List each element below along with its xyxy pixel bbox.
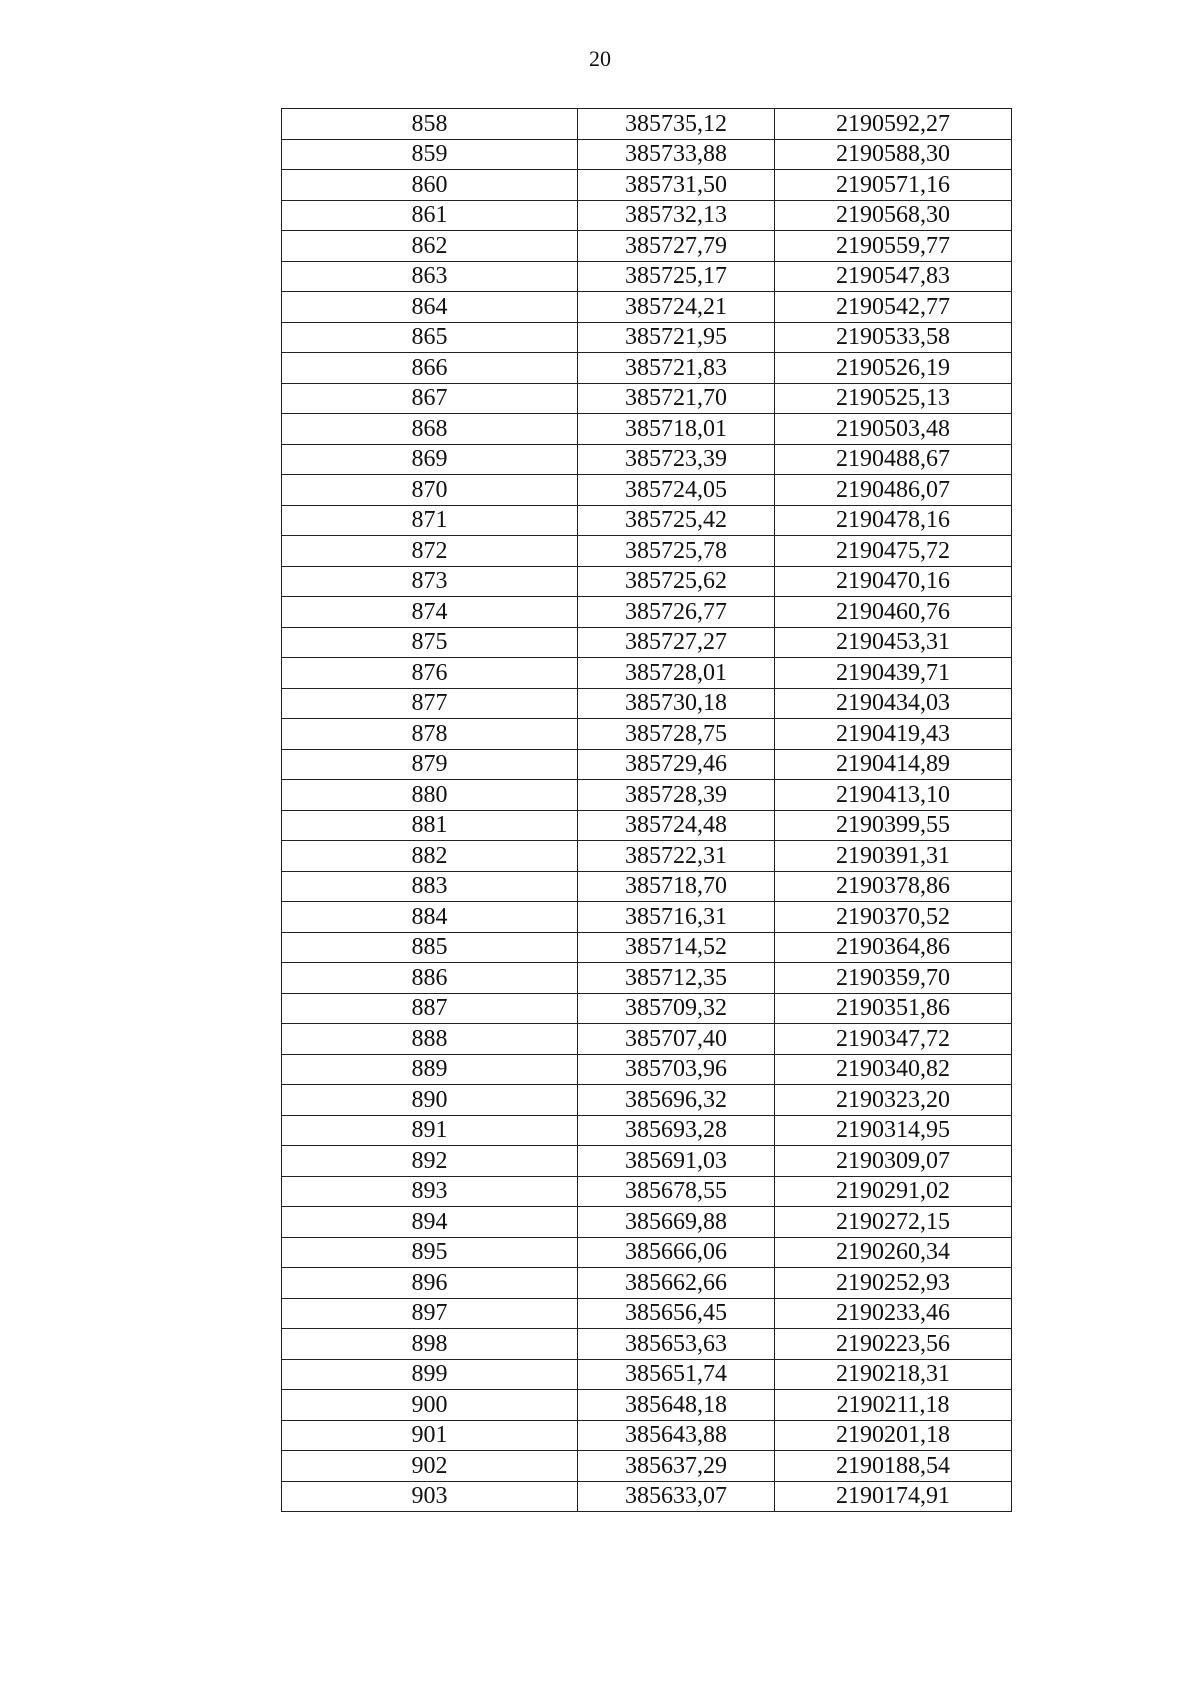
x-coordinate-cell: 385727,79: [578, 231, 775, 262]
table-row: [282, 780, 1012, 811]
point-number-cell: 869: [282, 444, 578, 475]
x-coordinate-cell: 385678,55: [578, 1176, 775, 1207]
point-number-cell: 890: [282, 1085, 578, 1116]
y-coordinate-cell: 2190478,16: [775, 505, 1012, 536]
point-number-cell: 858: [282, 109, 578, 140]
point-number-cell: 893: [282, 1176, 578, 1207]
point-number-cell: 867: [282, 383, 578, 414]
y-coordinate-cell: 2190559,77: [775, 231, 1012, 262]
y-coordinate-cell: 2190233,46: [775, 1298, 1012, 1329]
table-row: [282, 749, 1012, 780]
point-number-cell: 875: [282, 627, 578, 658]
y-coordinate-cell: 2190211,18: [775, 1390, 1012, 1421]
point-number-cell: 874: [282, 597, 578, 628]
x-coordinate-cell: 385696,32: [578, 1085, 775, 1116]
x-coordinate-cell: 385725,42: [578, 505, 775, 536]
table-row: [282, 1420, 1012, 1451]
point-number-cell: 885: [282, 932, 578, 963]
table-row: [282, 414, 1012, 445]
y-coordinate-cell: 2190340,82: [775, 1054, 1012, 1085]
y-coordinate-cell: 2190588,30: [775, 139, 1012, 170]
y-coordinate-cell: 2190439,71: [775, 658, 1012, 689]
x-coordinate-cell: 385718,70: [578, 871, 775, 902]
point-number-cell: 898: [282, 1329, 578, 1360]
y-coordinate-cell: 2190378,86: [775, 871, 1012, 902]
y-coordinate-cell: 2190364,86: [775, 932, 1012, 963]
x-coordinate-cell: 385707,40: [578, 1024, 775, 1055]
y-coordinate-cell: 2190260,34: [775, 1237, 1012, 1268]
x-coordinate-cell: 385735,12: [578, 109, 775, 140]
point-number-cell: 896: [282, 1268, 578, 1299]
y-coordinate-cell: 2190533,58: [775, 322, 1012, 353]
y-coordinate-cell: 2190252,93: [775, 1268, 1012, 1299]
x-coordinate-cell: 385728,39: [578, 780, 775, 811]
table-row: [282, 597, 1012, 628]
x-coordinate-cell: 385651,74: [578, 1359, 775, 1390]
point-number-cell: 891: [282, 1115, 578, 1146]
table-row: [282, 902, 1012, 933]
point-number-cell: 877: [282, 688, 578, 719]
x-coordinate-cell: 385725,62: [578, 566, 775, 597]
table-row: [282, 1207, 1012, 1238]
point-number-cell: 871: [282, 505, 578, 536]
point-number-cell: 861: [282, 200, 578, 231]
table-row: [282, 566, 1012, 597]
y-coordinate-cell: 2190434,03: [775, 688, 1012, 719]
y-coordinate-cell: 2190370,52: [775, 902, 1012, 933]
point-number-cell: 880: [282, 780, 578, 811]
table-row: [282, 1481, 1012, 1512]
point-number-cell: 860: [282, 170, 578, 201]
table-row: [282, 993, 1012, 1024]
table-row: [282, 536, 1012, 567]
table-row: [282, 200, 1012, 231]
y-coordinate-cell: 2190470,16: [775, 566, 1012, 597]
y-coordinate-cell: 2190414,89: [775, 749, 1012, 780]
table-row: [282, 658, 1012, 689]
table-row: [282, 1329, 1012, 1360]
point-number-cell: 899: [282, 1359, 578, 1390]
x-coordinate-cell: 385637,29: [578, 1451, 775, 1482]
table-row: [282, 1451, 1012, 1482]
x-coordinate-cell: 385718,01: [578, 414, 775, 445]
x-coordinate-cell: 385725,17: [578, 261, 775, 292]
y-coordinate-cell: 2190526,19: [775, 353, 1012, 384]
point-number-cell: 868: [282, 414, 578, 445]
point-number-cell: 883: [282, 871, 578, 902]
y-coordinate-cell: 2190547,83: [775, 261, 1012, 292]
table-row: [282, 1085, 1012, 1116]
table-row: [282, 1024, 1012, 1055]
x-coordinate-cell: 385643,88: [578, 1420, 775, 1451]
page-number: 20: [589, 46, 611, 71]
y-coordinate-cell: 2190188,54: [775, 1451, 1012, 1482]
y-coordinate-cell: 2190413,10: [775, 780, 1012, 811]
y-coordinate-cell: 2190201,18: [775, 1420, 1012, 1451]
coordinates-table: [281, 108, 1012, 1512]
x-coordinate-cell: 385653,63: [578, 1329, 775, 1360]
y-coordinate-cell: 2190453,31: [775, 627, 1012, 658]
x-coordinate-cell: 385727,27: [578, 627, 775, 658]
y-coordinate-cell: 2190542,77: [775, 292, 1012, 323]
table-row: [282, 1054, 1012, 1085]
table-row: [282, 1390, 1012, 1421]
point-number-cell: 901: [282, 1420, 578, 1451]
x-coordinate-cell: 385721,95: [578, 322, 775, 353]
x-coordinate-cell: 385709,32: [578, 993, 775, 1024]
y-coordinate-cell: 2190174,91: [775, 1481, 1012, 1512]
x-coordinate-cell: 385633,07: [578, 1481, 775, 1512]
point-number-cell: 866: [282, 353, 578, 384]
table-row: [282, 1115, 1012, 1146]
x-coordinate-cell: 385712,35: [578, 963, 775, 994]
point-number-cell: 882: [282, 841, 578, 872]
x-coordinate-cell: 385666,06: [578, 1237, 775, 1268]
table-row: [282, 322, 1012, 353]
table-row: [282, 688, 1012, 719]
x-coordinate-cell: 385732,13: [578, 200, 775, 231]
y-coordinate-cell: 2190291,02: [775, 1176, 1012, 1207]
point-number-cell: 900: [282, 1390, 578, 1421]
x-coordinate-cell: 385733,88: [578, 139, 775, 170]
y-coordinate-cell: 2190419,43: [775, 719, 1012, 750]
y-coordinate-cell: 2190525,13: [775, 383, 1012, 414]
y-coordinate-cell: 2190223,56: [775, 1329, 1012, 1360]
point-number-cell: 888: [282, 1024, 578, 1055]
x-coordinate-cell: 385728,75: [578, 719, 775, 750]
point-number-cell: 897: [282, 1298, 578, 1329]
y-coordinate-cell: 2190460,76: [775, 597, 1012, 628]
point-number-cell: 865: [282, 322, 578, 353]
table-row: [282, 963, 1012, 994]
coordinates-table-body: [282, 109, 1012, 1512]
x-coordinate-cell: 385656,45: [578, 1298, 775, 1329]
point-number-cell: 879: [282, 749, 578, 780]
point-number-cell: 873: [282, 566, 578, 597]
table-row: [282, 261, 1012, 292]
y-coordinate-cell: 2190347,72: [775, 1024, 1012, 1055]
y-coordinate-cell: 2190399,55: [775, 810, 1012, 841]
y-coordinate-cell: 2190359,70: [775, 963, 1012, 994]
point-number-cell: 903: [282, 1481, 578, 1512]
y-coordinate-cell: 2190503,48: [775, 414, 1012, 445]
y-coordinate-cell: 2190475,72: [775, 536, 1012, 567]
point-number-cell: 870: [282, 475, 578, 506]
table-row: [282, 109, 1012, 140]
x-coordinate-cell: 385714,52: [578, 932, 775, 963]
x-coordinate-cell: 385731,50: [578, 170, 775, 201]
table-row: [282, 1176, 1012, 1207]
table-row: [282, 292, 1012, 323]
x-coordinate-cell: 385648,18: [578, 1390, 775, 1421]
point-number-cell: 902: [282, 1451, 578, 1482]
point-number-cell: 884: [282, 902, 578, 933]
y-coordinate-cell: 2190486,07: [775, 475, 1012, 506]
x-coordinate-cell: 385728,01: [578, 658, 775, 689]
table-row: [282, 719, 1012, 750]
x-coordinate-cell: 385662,66: [578, 1268, 775, 1299]
y-coordinate-cell: 2190323,20: [775, 1085, 1012, 1116]
point-number-cell: 876: [282, 658, 578, 689]
y-coordinate-cell: 2190571,16: [775, 170, 1012, 201]
point-number-cell: 895: [282, 1237, 578, 1268]
table-row: [282, 444, 1012, 475]
y-coordinate-cell: 2190309,07: [775, 1146, 1012, 1177]
x-coordinate-cell: 385724,48: [578, 810, 775, 841]
table-row: [282, 139, 1012, 170]
x-coordinate-cell: 385729,46: [578, 749, 775, 780]
y-coordinate-cell: 2190391,31: [775, 841, 1012, 872]
point-number-cell: 859: [282, 139, 578, 170]
table-row: [282, 1237, 1012, 1268]
x-coordinate-cell: 385721,70: [578, 383, 775, 414]
x-coordinate-cell: 385725,78: [578, 536, 775, 567]
x-coordinate-cell: 385726,77: [578, 597, 775, 628]
x-coordinate-cell: 385669,88: [578, 1207, 775, 1238]
x-coordinate-cell: 385721,83: [578, 353, 775, 384]
point-number-cell: 894: [282, 1207, 578, 1238]
x-coordinate-cell: 385722,31: [578, 841, 775, 872]
y-coordinate-cell: 2190351,86: [775, 993, 1012, 1024]
table-row: [282, 353, 1012, 384]
point-number-cell: 878: [282, 719, 578, 750]
y-coordinate-cell: 2190272,15: [775, 1207, 1012, 1238]
point-number-cell: 881: [282, 810, 578, 841]
table-row: [282, 841, 1012, 872]
point-number-cell: 862: [282, 231, 578, 262]
table-row: [282, 627, 1012, 658]
table-row: [282, 810, 1012, 841]
x-coordinate-cell: 385691,03: [578, 1146, 775, 1177]
x-coordinate-cell: 385723,39: [578, 444, 775, 475]
point-number-cell: 863: [282, 261, 578, 292]
table-row: [282, 1146, 1012, 1177]
point-number-cell: 886: [282, 963, 578, 994]
y-coordinate-cell: 2190218,31: [775, 1359, 1012, 1390]
point-number-cell: 864: [282, 292, 578, 323]
x-coordinate-cell: 385716,31: [578, 902, 775, 933]
table-row: [282, 871, 1012, 902]
table-row: [282, 505, 1012, 536]
table-row: [282, 383, 1012, 414]
point-number-cell: 892: [282, 1146, 578, 1177]
x-coordinate-cell: 385703,96: [578, 1054, 775, 1085]
y-coordinate-cell: 2190314,95: [775, 1115, 1012, 1146]
table-row: [282, 1359, 1012, 1390]
x-coordinate-cell: 385724,05: [578, 475, 775, 506]
table-row: [282, 1298, 1012, 1329]
x-coordinate-cell: 385730,18: [578, 688, 775, 719]
x-coordinate-cell: 385724,21: [578, 292, 775, 323]
table-row: [282, 170, 1012, 201]
y-coordinate-cell: 2190488,67: [775, 444, 1012, 475]
point-number-cell: 872: [282, 536, 578, 567]
table-row: [282, 231, 1012, 262]
table-row: [282, 475, 1012, 506]
table-row: [282, 1268, 1012, 1299]
table-row: [282, 932, 1012, 963]
point-number-cell: 889: [282, 1054, 578, 1085]
y-coordinate-cell: 2190592,27: [775, 109, 1012, 140]
y-coordinate-cell: 2190568,30: [775, 200, 1012, 231]
point-number-cell: 887: [282, 993, 578, 1024]
x-coordinate-cell: 385693,28: [578, 1115, 775, 1146]
